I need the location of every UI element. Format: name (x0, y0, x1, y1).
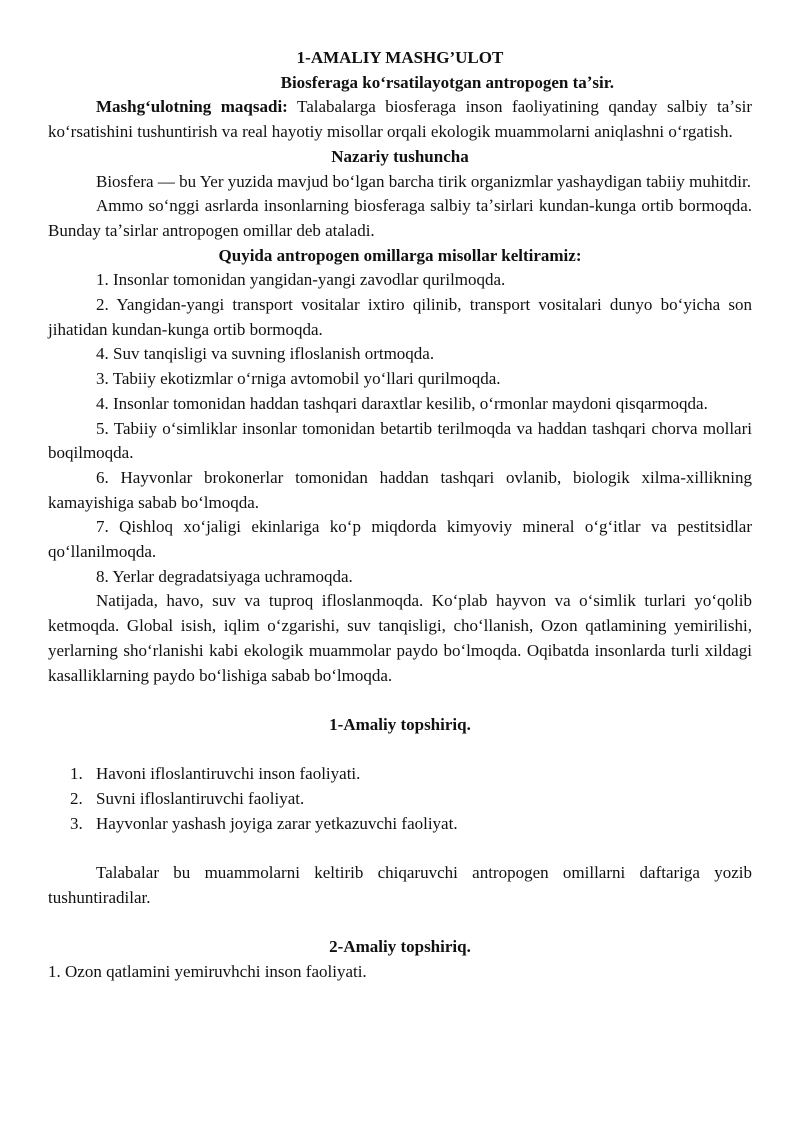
page-title: 1-AMALIY MASHG’ULOT (296, 48, 504, 67)
list-item-number: 3. (70, 813, 83, 833)
theory-paragraph-2: Ammo soʻnggi asrlarda insonlarning biosferaga salbiy taʼsirlari kundan-kunga ortib bormoqda. Bunday taʼsirlar antropogen omillar deb ataladi. (48, 196, 752, 240)
spacer (48, 911, 752, 936)
task1-heading: 1-Amaliy topshiriq. (329, 714, 471, 734)
list-item-text: Hayvonlar yashash joyiga zarar yetkazuvchi faoliyat. (96, 813, 458, 833)
list-item (48, 762, 752, 787)
example-item: 4. Insonlar tomonidan haddan tashqari daraxtlar kesilib, oʻrmonlar maydoni qisqarmoqda. (96, 393, 708, 413)
goal-paragraph (48, 95, 752, 144)
examples-heading: Quyida antropogen omillarga misollar keltiramiz: (218, 245, 582, 265)
spacer (48, 738, 752, 763)
conclusion-paragraph: Natijada, havo, suv va tuproq ifloslanmoqda. Koʻplab hayvon va oʻsimlik turlari yoʻqolib ketmoqda. Global isish, iqlim oʻzgarishi, suv tanqisligi, choʻllanish, Ozon qatlamining yemirilishi, yerlarning shoʻrlanishi kabi ekologik muammolar paydo boʻlmoqda. Oqibatda insonlarda turli xildagi kasalliklarning paydo boʻlishiga sabab boʻlmoqda. (48, 591, 752, 685)
example-item: 6. Hayvonlar brokonerlar tomonidan haddan tashqari ovlanib, biologik xilma-xillikning kamayishiga sabab boʻlmoqda. (48, 467, 752, 512)
list-item-text: Havoni ifloslantiruvchi inson faoliyati. (96, 764, 361, 784)
theory-paragraph-1: Biosfera — bu Yer yuzida mavjud boʻlgan barcha tirik organizmlar yashaydigan tabiiy muhitdir. (96, 171, 751, 191)
example-item: 2. Yangidan-yangi transport vositalar ixtiro qilinib, transport vositalari dunyo boʻyicha son jihatidan kundan-kunga ortib bormoqda. (48, 295, 752, 339)
example-item: 1. Insonlar tomonidan yangidan-yangi zavodlar qurilmoqda. (96, 270, 506, 290)
spacer (48, 688, 752, 713)
spacer (48, 836, 752, 861)
task1-list (48, 762, 752, 836)
list-item-number: 2. (70, 789, 83, 809)
theory-heading: Nazariy tushuncha (331, 146, 469, 166)
example-item: 8. Yerlar degradatsiyaga uchramoqda. (96, 566, 353, 586)
page-subtitle: Biosferaga koʻrsatilayotgan antropogen taʼsir. (280, 72, 614, 92)
example-item: 7. Qishloq xoʻjaligi ekinlariga koʻp miqdorda kimyoviy mineral oʻgʻitlar va pestitsidlar qoʻllanilmoqda. (48, 517, 752, 562)
example-item: 4. Suv tanqisligi va suvning ifloslanish ortmoqda. (96, 344, 435, 364)
list-item-number: 1. (70, 764, 83, 784)
list-item-text: Suvni ifloslantiruvchi faoliyat. (96, 789, 305, 809)
task2-heading: 2-Amaliy topshiriq. (329, 937, 471, 957)
example-item: 3. Tabiiy ekotizmlar oʻrniga avtomobil yoʻllari qurilmoqda. (96, 369, 501, 389)
list-item (48, 787, 752, 812)
task2-first-item: 1. Ozon qatlamini yemiruvhchi inson faoliyati. (48, 961, 367, 981)
example-item: 5. Tabiiy oʻsimliklar insonlar tomonidan betartib terilmoqda va haddan tashqari chorva mollari boqilmoqda. (48, 418, 752, 463)
task1-instruction: Talabalar bu muammolarni keltirib chiqaruvchi antropogen omillarni daftariga yozib tushuntiradilar. (48, 863, 752, 907)
goal-label: Mashgʻulotning maqsadi: (96, 97, 288, 117)
list-item (48, 812, 752, 837)
goal-text: Talabalarga biosferaga inson faoliyatining qanday salbiy taʼsir koʻrsatishini tushuntirish va real hayotiy misollar orqali ekologik muammolarni aniqlashni oʻrgatish. (48, 97, 752, 142)
